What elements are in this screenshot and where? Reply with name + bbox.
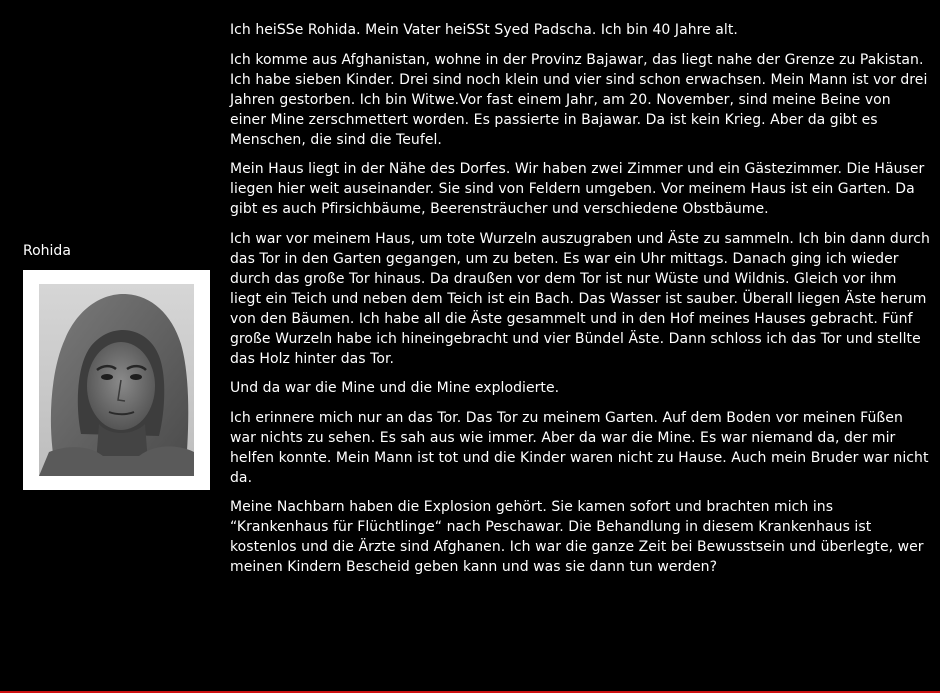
story-paragraph-1: Ich heiSSe Rohida. Mein Vater heiSSt Syed Padscha. Ich bin 40 Jahre alt. xyxy=(230,22,738,38)
portrait-image xyxy=(39,284,194,476)
portrait-caption: Rohida xyxy=(23,243,71,259)
portrait-column xyxy=(23,242,211,490)
portrait-photo xyxy=(39,284,194,476)
portrait-frame xyxy=(23,270,210,490)
story-paragraph-3: Mein Haus liegt in der Nähe des Dorfes. Wir haben zwei Zimmer und ein Gästezimmer. Die Häuser liegen hier weit auseinander. Sie sind von Feldern umgeben. Vor meinem Haus ist ein Garten. Da gibt es auch Pfirsichbäume, Beerensträucher und verschiedene Obstbäume. xyxy=(230,161,925,217)
story-paragraph-5: Und da war die Mine und die Mine explodierte. xyxy=(230,380,560,396)
story-paragraph-6: Ich erinnere mich nur an das Tor. Das Tor zu meinem Garten. Auf dem Boden vor meinen Füßen war nichts zu sehen. Es sah aus wie immer. Aber da war die Mine. Es war niemand da, der mir helfen konnte. Mein Mann ist tot und die Kinder waren nicht zu Hause. Auch mein Bruder war nicht da. xyxy=(230,409,929,486)
story-text xyxy=(230,20,930,587)
story-paragraph-4: Ich war vor meinem Haus, um tote Wurzeln auszugraben und Äste zu sammeln. Ich bin dann durch das Tor in den Garten gegangen, um zu beten. Es war ein Uhr mittags. Danach ging ich wieder durch das große Tor hinaus. Da draußen vor dem Tor ist nur Wüste und Wildnis. Gleich vor ihm liegt ein Teich und neben dem Teich ist ein Bach. Das Wasser ist sauber. Überall liegen Äste herum von den Bäumen. Ich habe all die Äste gesammelt und in den Hof meines Hauses gebracht. Fünf große Wurzeln habe ich hineingebracht und vier Bündel Äste. Dann schloss ich das Tor und stellte das Holz hinter das Tor. xyxy=(230,230,930,367)
story-paragraph-7: Meine Nachbarn haben die Explosion gehört. Sie kamen sofort und brachten mich ins “Krankenhaus für Flüchtlinge“ nach Peschawar. Die Behandlung in diesem Krankenhaus ist kostenlos und die Ärzte sind Afghanen. Ich war die ganze Zeit bei Bewusstsein und überlegte, wer meinen Kindern Bescheid geben kann und was sie dann tun werden? xyxy=(230,499,924,575)
story-paragraph-2: Ich komme aus Afghanistan, wohne in der Provinz Bajawar, das liegt nahe der Grenze zu Pakistan. Ich habe sieben Kinder. Drei sind noch klein und vier sind schon erwachsen. Mein Mann ist vor drei Jahren gestorben. Ich bin Witwe.Vor fast einem Jahr, am 20. November, sind meine Beine von einer Mine zerschmettert worden. Es passierte in Bajawar. Da ist kein Krieg. Aber da gibt es Menschen, die sind die Teufel. xyxy=(230,51,928,148)
